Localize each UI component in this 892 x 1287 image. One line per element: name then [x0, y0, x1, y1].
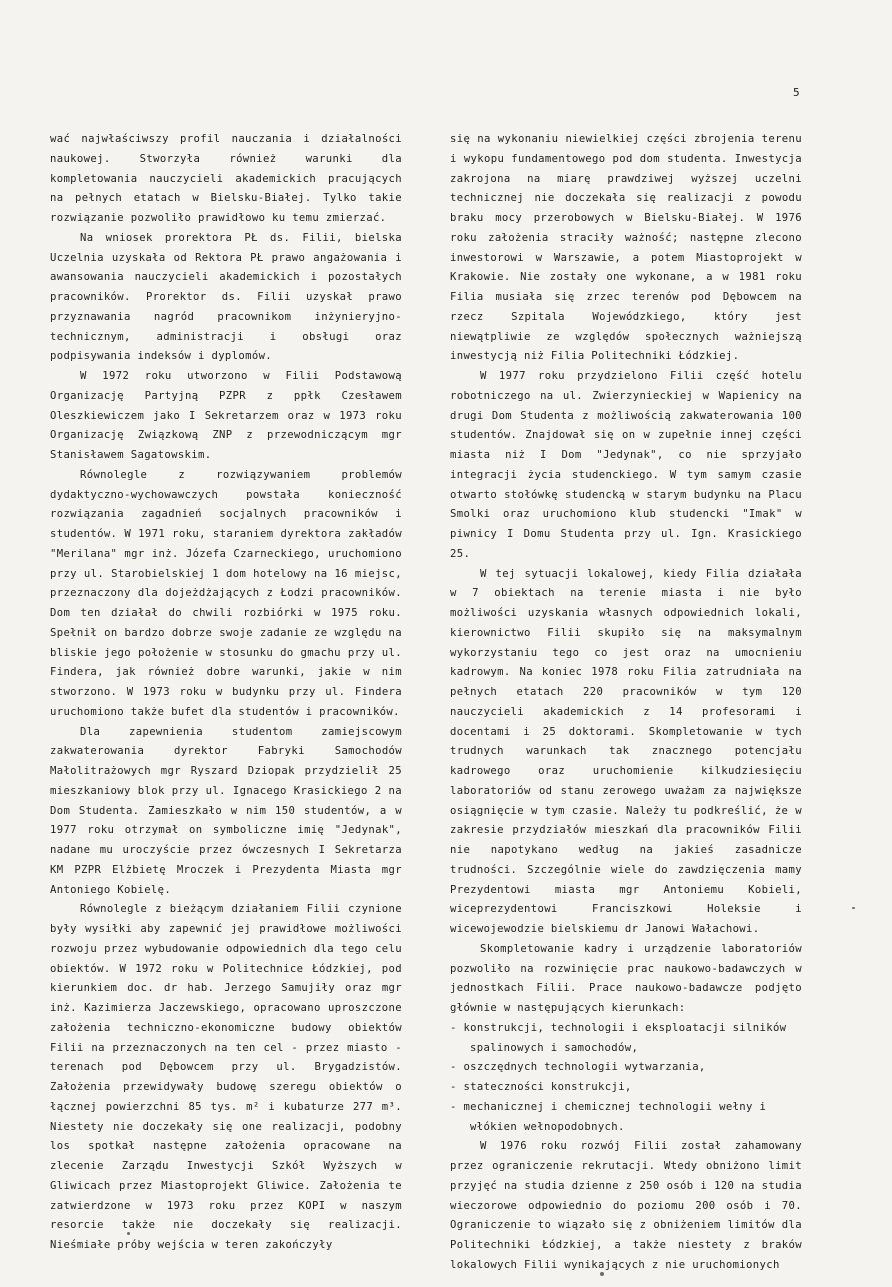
paragraph: Na wniosek prorektora PŁ ds. Filii, bielska Uczelnia uzyskała od Rektora PŁ prawo angażowania i awansowania nauczycieli akademickich i pozostałych pracowników. Prorektor ds. Filii uzyskał prawo przyznawania nagród pracownikom inżynieryjno-technicznym, administracji i obsługi oraz podpisywania indeksów i dyplomów.: [50, 231, 402, 363]
paragraph: W 1977 roku przydzielono Filii część hotelu robotniczego na ul. Zwierzynieckiej w Wapienicy na drugi Dom Studenta z możliwością zakwaterowania 100 studentów. Znajdował się on w zupełnie innej części miasta niż I Dom "Jedynak", co nie sprzyjało integracji życia studenckiego. W tym samym czasie otwarto stołówkę studencką w starym budynku na Placu Smolki oraz uruchomiono klub studencki "Imak" w piwnicy I Domu Studenta przy ul. Ign. Krasickiego 25.: [450, 370, 802, 560]
scan-speck: [852, 907, 855, 909]
paragraph: się na wykonaniu niewielkiej części zbrojenia terenu i wykopu fundamentowego pod dom studenta. Inwestycja zakrojona na miarę prawdziwej wyższej uczelni technicznej nie doczekała się realizacji z powodu braku mocy przerobowych w Bielsku-Białej. W 1976 roku założenia straciły ważność; następne zlecono inwestorowi w Warszawie, a potem Miastoprojekt w Krakowie. Nie zostały one wykonane, a w 1981 roku Filia musiała się zrzec terenów pod Dębowcem na rzecz Szpitala Wojewódzkiego, który jest niewątpliwie ze względów społecznych ważniejszą inwestycją niż Filia Politechniki Łódzkiej.: [450, 133, 802, 363]
list-item: - mechanicznej i chemicznej technologii wełny i włókien wełnopodobnych.: [450, 1100, 767, 1133]
paragraph: W 1976 roku rozwój Filii został zahamowany przez ograniczenie rekrutacji. Wtedy obniżono limit przyjęć na studia dzienne z 250 osób i 120 na studia wieczorowe odpowiednio do poziomu 200 osób i 70. Ograniczenie to wiązało się z obniżeniem limitów dla Politechniki Łódzkiej, a także niestety z braków lokalowych Filii wynikających z nie uruchomionych: [450, 1140, 802, 1271]
paragraph: Dla zapewnienia studentom zamiejscowym zakwaterowania dyrektor Fabryki Samochodów Małolitrażowych mgr Ryszard Dziopak przydzielił 25 mieszkaniowy blok przy ul. Ignacego Krasickiego 2 na Dom Studenta. Zamieszkało w nim 150 studentów, a w 1977 roku otrzymał on symboliczne imię "Jedynak", nadane mu uroczyście przez ówczesnych I Sekretarza KM PZPR Elżbietę Mroczek i Prezydenta Miasta mgr Antoniego Kobielę.: [50, 725, 402, 896]
left-text-column: [50, 130, 402, 1256]
right-text-column: [450, 130, 802, 1276]
list-item: - oszczędnych technologii wytwarzania,: [450, 1061, 706, 1074]
paragraph: wać najwłaściwszy profil nauczania i działalności naukowej. Stworzyła również warunki dla kompletowania nauczycieli akademickich pracujących na pełnych etatach w Bielsku-Białej. Tylko takie rozwiązanie pozwoliło prawidłowo ku temu zmierzać.: [50, 133, 402, 224]
list-item: - stateczności konstrukcji,: [450, 1081, 632, 1093]
scan-speck: [600, 1272, 604, 1276]
paragraph: W 1972 roku utworzono w Filii Podstawową Organizację Partyjną PZPR z ppłk Czesławem Oleszkiewiczem jako I Sekretarzem oraz w 1973 roku Organizację Związkową ZNP z przewodniczącym mgr Stanisławem Sagatowskim.: [50, 370, 402, 461]
paragraph: Równolegle z rozwiązywaniem problemów dydaktyczno-wychowawczych powstała konieczność rozwiązania zagadnień socjalnych pracowników i studentów. W 1971 roku, staraniem dyrektora zakładów "Merilana" mgr inż. Józefa Czarneckiego, uruchomiono przy ul. Starobielskiej 1 dom hotelowy na 16 miejsc, przeznaczony dla dojeżdżających z Łodzi pracowników. Dom ten działał do chwili rozbiórki w 1975 roku. Spełnił on bardzo dobrze swoje zadanie ze względu na bliskie jego położenie w stosunku do gmachu przy ul. Findera, jak również dobre warunki, jakie w nim stworzono. W 1973 roku w budynku przy ul. Findera uruchomiono także bufet dla studentów i pracowników.: [50, 468, 402, 718]
scan-speck: [127, 1232, 130, 1235]
paragraph: Skompletowanie kadry i urządzenie laboratoriów pozwoliło na rozwinięcie prac naukowo-badawczych w jednostkach Filii. Prace naukowo-badawcze podjęto głównie w następujących kierunkach:: [450, 942, 802, 1014]
page-number: 5: [793, 86, 801, 99]
list-item: - konstrukcji, technologii i eksploatacji silników spalinowych i samochodów,: [450, 1021, 787, 1054]
paragraph: W tej sytuacji lokalowej, kiedy Filia działała w 7 obiektach na terenie miasta i nie było możliwości uzyskania własnych odpowiednich lokali, kierownictwo Filii skupiło się na maksymalnym wykorzystaniu tego co jest oraz na umocnieniu kadrowym. Na koniec 1978 roku Filia zatrudniała na pełnych etatach 220 pracowników w tym 120 nauczycieli akademickich z 14 profesorami i docentami i 25 doktorami. Skompletowanie w tych trudnych warunkach tak znacznego potencjału kadrowego oraz uruchomienie kilkudziesięciu laboratoriów od stanu zerowego uważam za największe osiągnięcie w tym czasie. Należy tu podkreślić, że w zakresie przydziałów mieszkań dla pracowników Filii nie napotykano według na jakieś zasadnicze trudności. Szczególnie wiele do zawdzięczenia mamy Prezydentowi miasta mgr Antoniemu Kobieli, wiceprezydentowi Franciszkowi Holeksie i wicewojewodzie bielskiemu dr Janowi Wałachowi.: [450, 567, 802, 935]
paragraph: Równolegle z bieżącym działaniem Filii czynione były wysiłki aby zapewnić jej prawidłowe możliwości rozwoju przez wybudowanie odpowiednich dla tego celu obiektów. W 1972 roku w Politechnice Łódzkiej, pod kierunkiem doc. dr hab. Jerzego Samujiły oraz mgr inż. Kazimierza Jaczewskiego, opracowano uproszczone założenia techniczno-ekonomiczne budowy obiektów Filii na przeznaczonych na ten cel - przez miasto - terenach pod Dębowcem przy ul. Brygadzistów. Założenia przewidywały budowę szeregu obiektów o łącznej powierzchni 85 tys. m² i kubaturze 277 m³. Niestety nie doczekały się one realizacji, podobny los spotkał następne założenia opracowane na zlecenie Zarządu Inwestycji Szkół Wyższych w Gliwicach przez Miastoprojekt Gliwice. Założenia te zatwierdzone w 1973 roku przez KOPI w naszym resorcie także nie doczekały się realizacji. Nieśmiałe próby wejścia w teren zakończyły: [50, 903, 402, 1251]
